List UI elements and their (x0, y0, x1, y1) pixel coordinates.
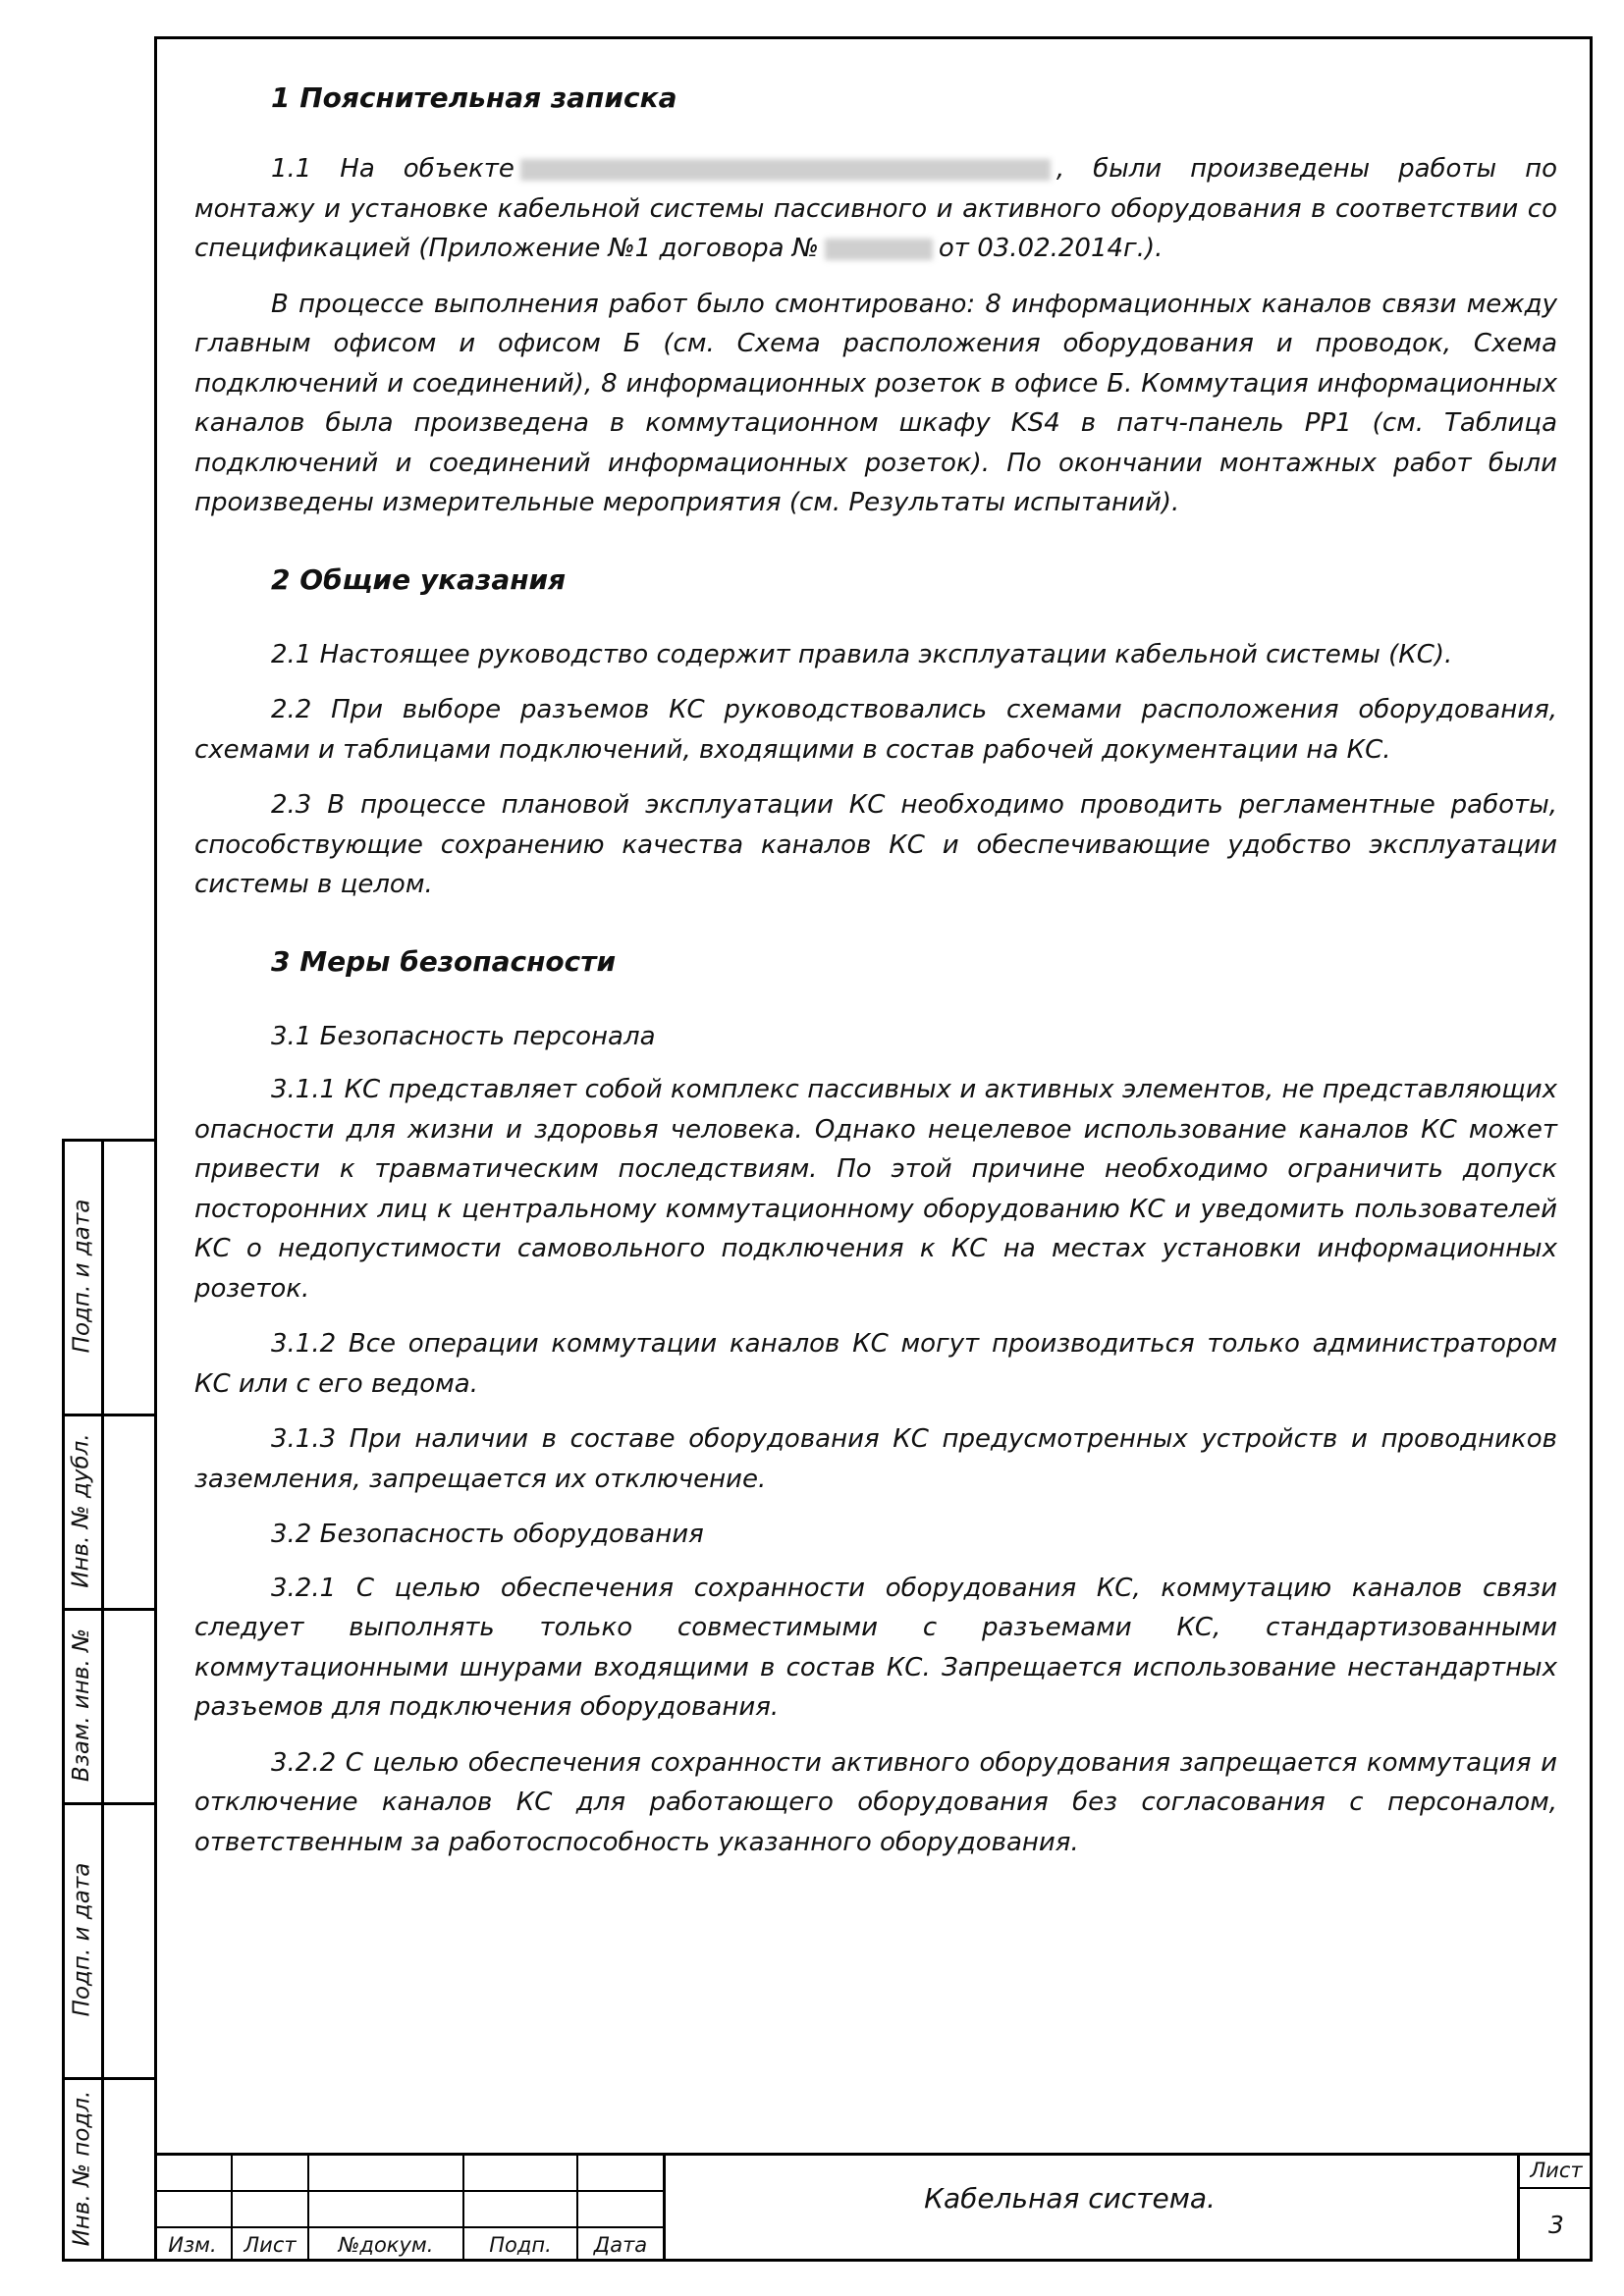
side-label-podp-data-2: Подп. и дата (69, 1862, 94, 2017)
stamp-izm: Изм. (168, 2233, 217, 2257)
stamp-ndokum: №докум. (338, 2233, 434, 2257)
paragraph-1-2: В процессе выполнения работ было смонтировано: 8 информационных каналов связи между главным офисом и офисом Б (см. Схема расположения оборудования и проводок, Схема подключений и соединений), 8 информационных розеток в офисе Б. Коммутация информационных каналов была произведена в коммутационном шкафу KS4 в патч-панель PP1 (см. Таблица подключений и соединений информационных розеток). По окончании монтажных работ были произведены измерительные мероприятия (см. Результаты испытаний). (194, 289, 1557, 517)
paragraph-2-1: 2.1 Настоящее руководство содержит правила эксплуатации кабельной системы (КС). (271, 639, 1453, 669)
side-label-vzam-inv: Взам. инв. № (69, 1628, 95, 1783)
section-1-heading: 1 Пояснительная записка (271, 81, 677, 114)
stamp-list: Лист (244, 2233, 297, 2257)
title-block (154, 2153, 1593, 2262)
section-3-heading: 3 Меры безопасности (271, 944, 617, 978)
side-label-inv-dubl: Инв. № дубл. (69, 1433, 94, 1588)
paragraph-3-1-3: 3.1.3 При наличии в составе оборудования КС предусмотренных устройств и проводников заземления, запрещается их отключение. (194, 1424, 1557, 1494)
document-title: Кабельная система. (924, 2182, 1216, 2215)
stamp-podp: Подп. (489, 2233, 552, 2257)
paragraph-2-3: 2.3 В процессе плановой эксплуатации КС необходимо проводить регламентные работы, способствующие сохранению качества каналов КС и обеспечивающие удобство эксплуатации системы в целом. (194, 790, 1557, 899)
subsection-3-1: 3.1 Безопасность персонала (271, 1021, 656, 1051)
side-strip (62, 1139, 154, 2262)
side-line-bottom (62, 2259, 154, 2262)
stamp-sheet-label: Лист (1530, 2159, 1583, 2182)
side-label-inv-podl: Инв. № подл. (69, 2090, 94, 2246)
redacted-contract-number (825, 239, 933, 260)
paragraph-1-1: 1.1 На объекте , были произведены работы по монтажу и установке кабельной системы пассивного и активного оборудования в соответствии со спецификацией (Приложение №1 договора № от 03.02.2014г.). (194, 154, 1557, 263)
paragraph-2-2: 2.2 При выборе разъемов КС руководствовались схемами расположения оборудования, схемами и таблицами подключений, входящими в состав рабочей документации на КС. (194, 695, 1557, 765)
side-label-podp-data-1: Подп. и дата (69, 1199, 94, 1354)
section-2-heading: 2 Общие указания (271, 562, 567, 596)
paragraph-3-2-2: 3.2.2 С целью обеспечения сохранности активного оборудования запрещается коммутация и отключение каналов КС для работающего оборудования без согласования с персоналом, ответственным за работоспособность указанного оборудования. (194, 1747, 1557, 1857)
document-body (194, 79, 1557, 1862)
subsection-3-2: 3.2 Безопасность оборудования (271, 1520, 704, 1549)
paragraph-3-1-1: 3.1.1 КС представляет собой комплекс пассивных и активных элементов, не представляющих опасности для жизни и здоровья человека. Однако нецелевое использование каналов КС может привести к травматическим последствиям. По этой причине необходимо ограничить допуск посторонних лиц к центральному коммутационному оборудованию КС и уведомить пользователей КС о недопустимости самовольного подключения к КС на местах установки информационных розеток. (194, 1075, 1557, 1304)
side-divider (101, 1139, 104, 2262)
stamp-sheet-number: 3 (1548, 2211, 1564, 2239)
stamp-data: Дата (593, 2233, 648, 2257)
stamp-line-sheet (1519, 2187, 1593, 2189)
paragraph-3-2-1: 3.2.1 С целью обеспечения сохранности оборудования КС, коммутацию каналов связи следует выполнять только совместимыми с разъемами КС, стандартизованными коммутационными шнурами входящими в состав КС. Запрещается использование нестандартных разъемов для подключения оборудования. (194, 1573, 1557, 1722)
redacted-object-name (520, 159, 1051, 181)
stamp-line-top (154, 2153, 1593, 2156)
paragraph-3-1-2: 3.1.2 Все операции коммутации каналов КС могут производиться только администратором КС или с его ведома. (194, 1329, 1557, 1399)
